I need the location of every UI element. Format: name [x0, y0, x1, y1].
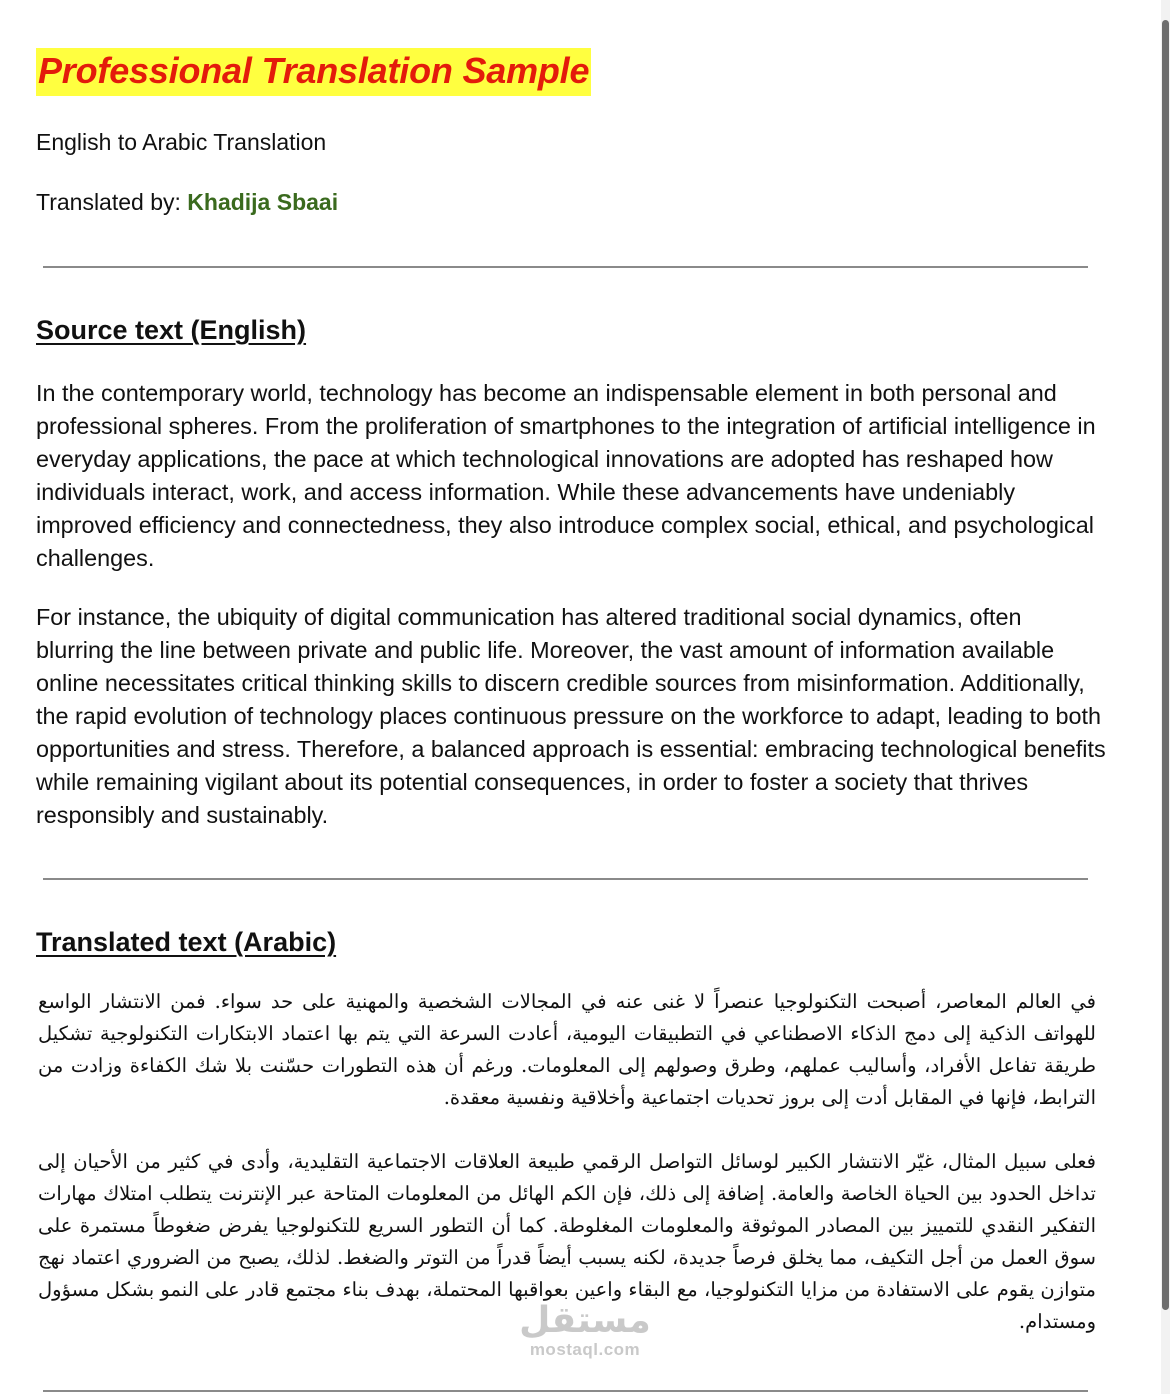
divider-top [43, 266, 1088, 268]
scrollbar-thumb[interactable] [1162, 20, 1169, 1310]
document-subtitle: English to Arabic Translation [36, 129, 327, 155]
vertical-scrollbar[interactable] [1161, 0, 1170, 1394]
source-paragraph-1: In the contemporary world, technology has become an indispensable element in both personal and professional spheres. From the proliferation of smartphones to the integration of artificial intelligence in everyday applications, the pace at which technological innovations are adopted has reshaped how individuals interact, work, and access information. While these advancements have undeniably improved efficiency and connectedness, they also introduce complex social, ethical, and psychological challenges. [36, 380, 1096, 571]
divider-bottom [43, 1390, 1088, 1392]
translator-name: Khadija Sbaai [187, 189, 339, 215]
watermark-arabic: مستقل [519, 1300, 651, 1341]
divider-middle [43, 878, 1088, 880]
byline-label: Translated by: [36, 189, 188, 215]
source-section-heading: Source text (English) [36, 315, 307, 345]
source-paragraph-2: For instance, the ubiquity of digital communication has altered traditional social dynamics, often blurring the line between private and public life. Moreover, the vast amount of information available online necessitates critical thinking skills to discern credible sources from misinformation. Additionally, the rapid evolution of technology places continuous pressure on the workforce to adapt, leading to both opportunities and stress. Therefore, a balanced approach is essential: embracing technological benefits while remaining vigilant about its potential consequences, in order to foster a society that thrives responsibly and sustainably. [36, 604, 1106, 828]
arabic-paragraph-2: فعلى سبيل المثال، غيّر الانتشار الكبير لوسائل التواصل الرقمي طبيعة العلاقات الاجتماعية التقليدية، وأدى في كثير من الأحيان إلى تداخل الحدود بين الحياة الخاصة والعامة. إضافة إلى ذلك، فإن الكم الهائل من المعلومات المتاحة عبر الإنترنت يتطلب امتلاك مهارات التفكير النقدي للتمييز بين المصادر الموثوقة والمعلومات المغلوطة. كما أن التطور السريع للتكنولوجيا يفرض ضغوطاً مستمرة على سوق العمل من أجل التكيف، مما يخلق فرصاً جديدة، لكنه يسبب أيضاً قدراً من التوتر والضغط. لذلك، يصبح من الضروري اعتماد نهج متوازن يقوم على الاستفادة من مزايا التكنولوجيا، مع البقاء واعين بعواقبها المحتملة، بهدف بناء مجتمع قادر على النمو بشكل مسؤول ومستدام. [38, 1150, 1096, 1333]
translator-byline [36, 188, 338, 216]
translated-section-heading: Translated text (Arabic) [36, 927, 337, 957]
page-title: Professional Translation Sample [36, 48, 591, 96]
arabic-paragraph-1: في العالم المعاصر، أصبحت التكنولوجيا عنصراً لا غنى عنه في المجالات الشخصية والمهنية على حد سواء. فمن الانتشار الواسع للهواتف الذكية إلى دمج الذكاء الاصطناعي في التطبيقات اليومية، أعادت السرعة التي يتم بها اعتماد الابتكارات التكنولوجية تشكيل طريقة تفاعل الأفراد، وأساليب عملهم، وطرق وصولهم إلى المعلومات. ورغم أن هذه التطورات حسّنت بلا شك الكفاءة وزادت من الترابط، فإنها في المقابل أدت إلى بروز تحديات اجتماعية وأخلاقية ونفسية معقدة. [38, 990, 1096, 1109]
watermark-latin: mostaql.com [529, 1340, 641, 1359]
